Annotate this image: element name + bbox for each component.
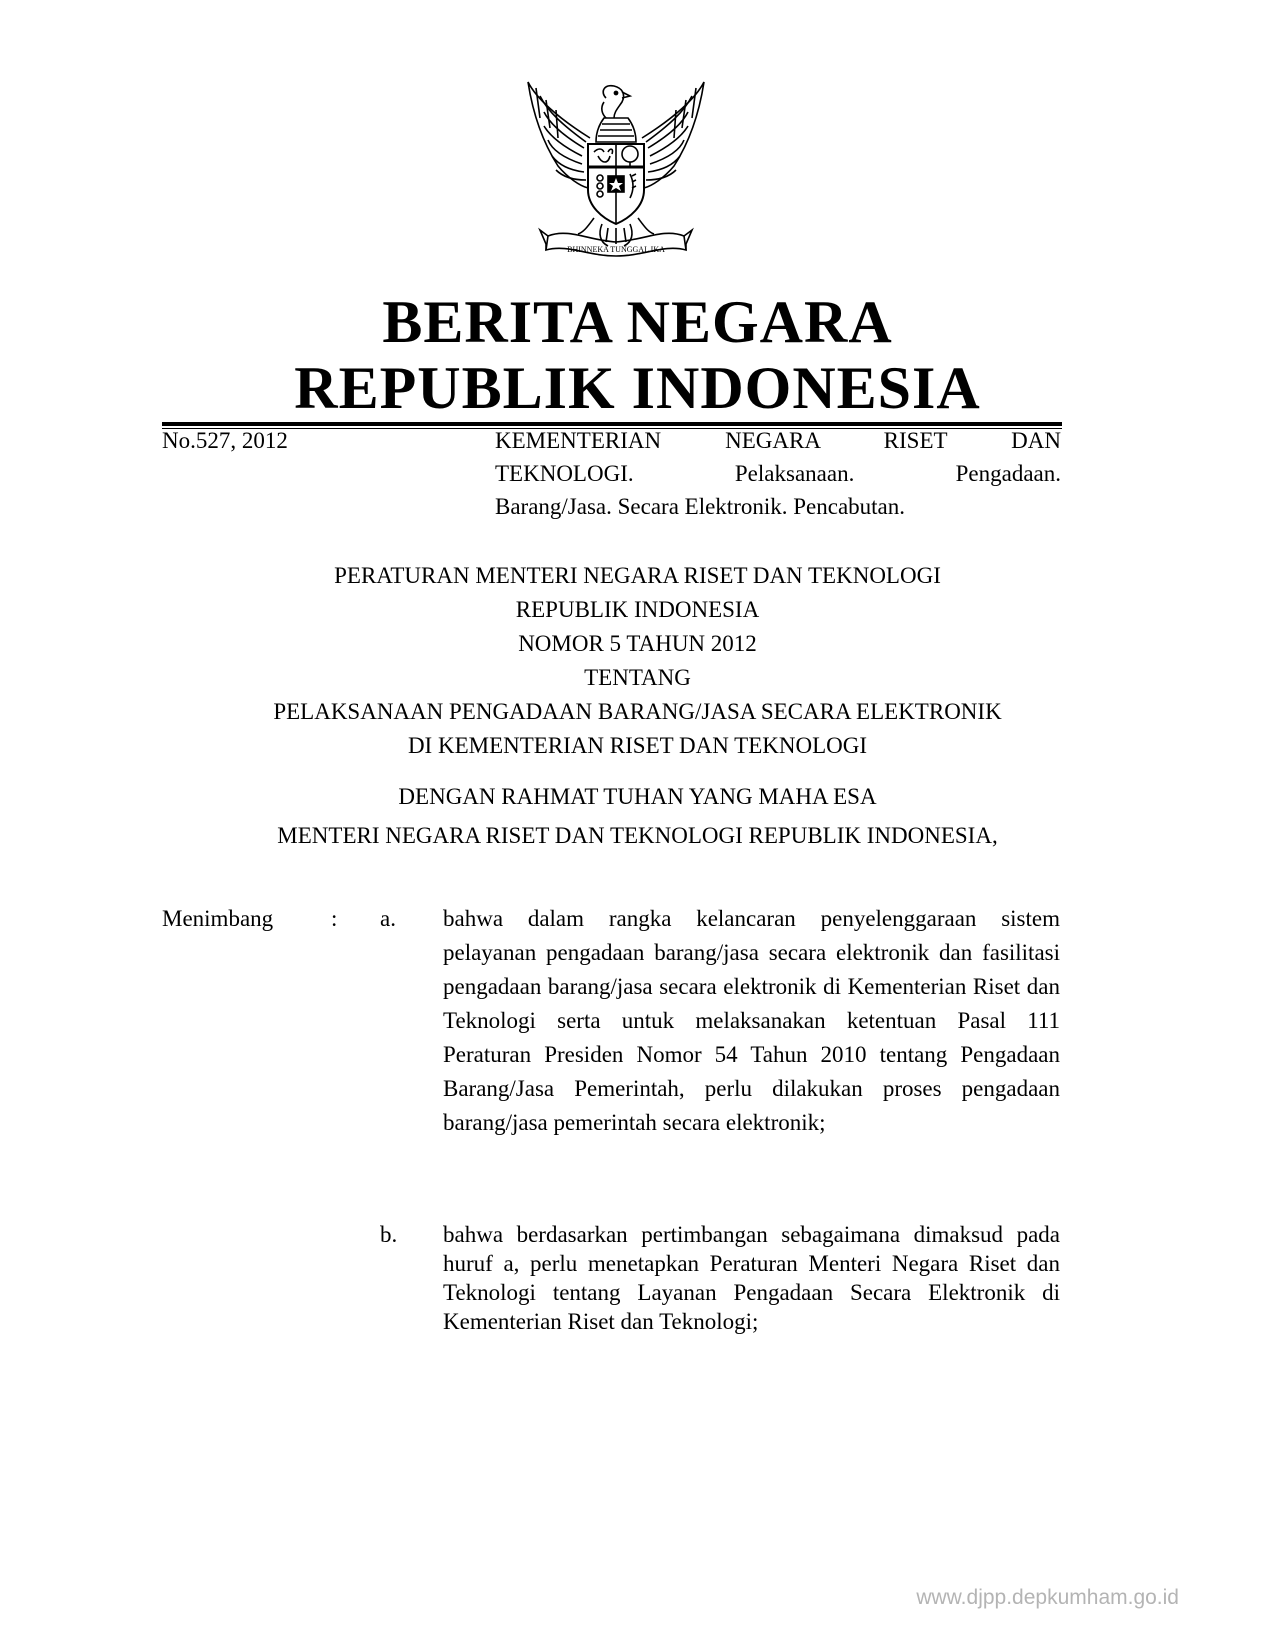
footer-url: www.djpp.depkumham.go.id xyxy=(916,1586,1179,1609)
title-line: PERATURAN MENTERI NEGARA RISET DAN TEKNOLOGI xyxy=(334,563,941,588)
title-line: PELAKSANAAN PENGADAAN BARANG/JASA SECARA ELEKTRONIK xyxy=(273,699,1002,724)
title-line: TENTANG xyxy=(584,665,691,690)
garuda-emblem-graphic xyxy=(518,78,714,270)
opening-line2: MENTERI NEGARA RISET DAN TEKNOLOGI REPUBLIK INDONESIA, xyxy=(277,823,998,848)
summary-line: KEMENTERIAN NEGARA RISET DAN xyxy=(495,428,1061,453)
summary-line: Barang/Jasa. Secara Elektronik. Pencabutan. xyxy=(495,494,906,519)
summary-line: TEKNOLOGI. Pelaksanaan. Pengadaan. xyxy=(495,461,1061,486)
garuda-emblem xyxy=(518,78,714,270)
title-line: NOMOR 5 TAHUN 2012 xyxy=(518,631,757,656)
menimbang-colon: : xyxy=(331,906,338,931)
emblem-motto: BHINNEKA TUNGGAL IKA xyxy=(567,245,665,254)
masthead-line2: REPUBLIK INDONESIA xyxy=(294,355,981,421)
menimbang-label: Menimbang xyxy=(162,906,274,931)
title-line: REPUBLIK INDONESIA xyxy=(515,597,760,622)
item-text-a: bahwa dalam rangka kelancaran penyelenggaraan sistem pelayanan pengadaan barang/jasa secara elektronik dan fasilitasi pengadaan barang/jasa secara elektronik di Kementerian Riset dan Teknologi serta untuk melaksanakan ketentuan Pasal 111 Peraturan Presiden Nomor 54 Tahun 2010 tentang Pengadaan Barang/Jasa Pemerintah, perlu dilakukan proses pengadaan barang/jasa pemerintah secara elektronik; xyxy=(443,906,1060,1135)
regulation-title xyxy=(0,559,1275,763)
opening-line1: DENGAN RAHMAT TUHAN YANG MAHA ESA xyxy=(398,784,877,809)
masthead-line1: BERITA NEGARA xyxy=(382,289,893,355)
item-letter-a: a. xyxy=(380,906,396,931)
title-line: DI KEMENTERIAN RISET DAN TEKNOLOGI xyxy=(407,733,868,758)
item-letter-b: b. xyxy=(380,1222,398,1247)
item-text-b: bahwa berdasarkan pertimbangan sebagaimana dimaksud pada huruf a, perlu menetapkan Peraturan Menteri Negara Riset dan Teknologi tentang Layanan Pengadaan Secara Elektronik di Kementerian Riset dan Teknologi; xyxy=(443,1222,1060,1334)
document-number: No.527, 2012 xyxy=(162,428,288,453)
document-summary xyxy=(495,424,1061,523)
